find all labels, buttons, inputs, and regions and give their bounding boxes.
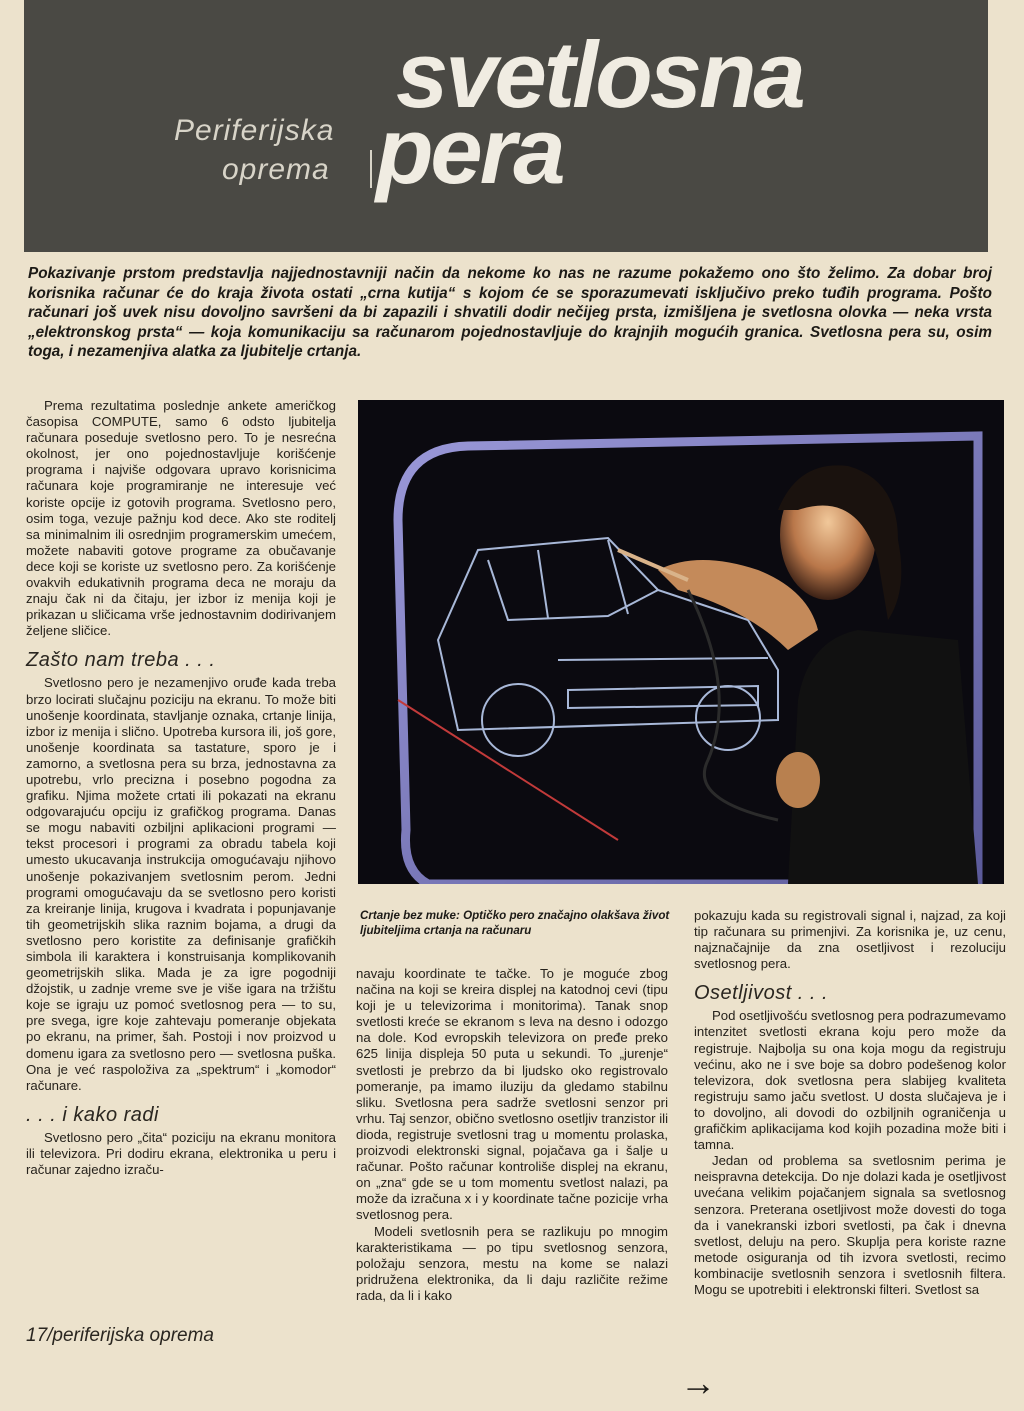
lead-paragraph: Pokazivanje prstom predstavlja najjednostavniji način da nekome ko nas ne razume pokažemo ono što želimo. Za dobar broj korisnika računar će do kraja života ostati „crna kutija“ s kojom će se sporazumevati isključivo preko tuđih programa. Pošto računari još uvek nisu dovoljno savršeni da bi zapazili i shvatili dodir nečijeg prsta, izmišljena je svetlosna olovka — neka vrsta „elektronskog prsta“ — koja komunikaciju sa računarom pojednostavljuje do krajnjih mogućih granica. Svetlosna pera su, osim toga, i nezamenjiva alatka za ljubitelje crtanja. [28, 265, 992, 361]
photo-caption: Crtanje bez muke: Optičko pero značajno olakšava život ljubiteljima crtanja na računaru [360, 909, 670, 937]
section-heading: Zašto nam treba . . . [26, 649, 216, 672]
article-photo [358, 400, 1004, 884]
body-paragraph: Jedan od problema sa svetlosnim perima je neispravna detekcija. Do nje dolazi kada je osetljivost uvećana velikim pojačanjem signala sa svetlosnog senzora. Preterana osetljivost može dovesti do toga da i vanekranski izbori svetlosti, pa čak i dnevna svetlost, deluju na pero. Skuplja pera koriste razne metode osiguranja od tih izvora svetlosti, recimo kombinacije svetlosnih senzora i svetlosnih filtera. Mogu se upotrebiti i elektronski filteri. Svetlost sa [694, 1153, 1006, 1297]
banner-subtitle-1: Periferijska [174, 114, 335, 147]
banner-subtitle-2: oprema [222, 153, 330, 186]
body-paragraph: pokazuju kada su registrovali signal i, najzad, za koji tip računara su primenjivi. Za korisnika je, uz cenu, najznačajnije da zna osetljivost i rezoluciju svetlosnog pera. [694, 908, 1006, 972]
section-heading: . . . i kako radi [26, 1103, 159, 1126]
body-paragraph: Pod osetljivošću svetlosnog pera podrazumevamo intenzitet svetlosti ekrana koju pero može da registruje. Najbolja su ona koja mogu da registruju većinu, ako ne i sve boje sa dobro podešenog kolor televizora, dok svetlosna pera slabijeg kvaliteta registruju samo jaču svetlost. U dosta slučajeva je i to dovoljno, ali dovodi do ozbiljnih ograničenja u grafičkim aplikacijama kod kojih pozadina može biti i tamna. [694, 1008, 1006, 1153]
headline-line-2: pera [376, 98, 563, 203]
section-heading: Osetljivost . . . [694, 982, 829, 1005]
column-2 [356, 966, 668, 1304]
column-1 [26, 398, 336, 1178]
body-paragraph: Prema rezultatima poslednje ankete američkog časopisa COMPUTE, samo 6 odsto ljubitelja računara poseduje svetlosno pero. To je nesrećna okolnost, jer ono pojednostavljuje korišćenje programa i najviše odgovara upravo korisnicima računara koje programiranje ne interesuje već koriste opcije iz gotovih programa. Svetlosno pero, osim toga, vezuje pažnju kod dece. Ako ste roditelj sa minimalnim ili osrednjim programerskim umećem, možete nabaviti gotove programe za obučavanje dece koji se koriste uz svetlosno pero. Za korišćenje ovakvih edukativnih programa deca ne moraju da znaju čak ni da čitaju, jer izbor iz menija koji je prikazan u sličicama vrše jednostavnim dodirivanjem željene sličice. [26, 398, 336, 639]
body-paragraph: navaju koordinate te tačke. To je moguće zbog načina na koji se kreira displej na katodnoj cevi (tipu koji je u televizorima i monitorima). Tanak snop svetlosti kreće se ekranom s leva na desno i odozgo na dole. Kod evropskih televizora on pređe preko 625 linija displeja 50 puta u sekundi. To „jurenje“ svetlosti je prebrzo da bi ljudsko oko registrovalo pomeranje, pa imamo iluziju da gledamo stabilnu sliku. Svetlosna pera sadrže svetlosni senzor pri vrhu. Taj senzor, obično svetlosno osetljiv tranzistor ili dioda, registruje svetlosni trag u momentu prolaska, proizvodi elektronski signal, pojačava ga i šalje u računar. Pošto računar kontroliše displej na ekranu, on „zna“ gde se u tom momentu svetlost nalazi, pa može da izračuna x i y koordinate tačne pozicije vrha svetlosnog pera. [356, 966, 669, 1223]
headline-line-1: svetlosna [396, 22, 803, 127]
light-pen-photo-illustration [358, 400, 1004, 884]
title-banner [24, 0, 988, 252]
column-3 [694, 908, 1006, 1298]
body-paragraph: Svetlosno pero „čita“ poziciju na ekranu monitora ili televizora. Pri dodiru ekrana, elektronika u peru i računar zajedno izraču- [26, 1129, 336, 1178]
page-footer: 17/periferijska oprema [26, 1325, 214, 1346]
banner-divider [370, 150, 372, 188]
body-paragraph: Modeli svetlosnih pera se razlikuju po mnogim karakteristikama — po tipu svetlosnog senzora, položaju senzora, mestu na kome se nalazi pridružena elektronika, da li daju različite režime rada, da li i kako [356, 1223, 668, 1303]
continue-arrow-icon: → [680, 1362, 716, 1403]
body-paragraph: Svetlosno pero je nezamenjivo oruđe kada treba brzo locirati slučajnu poziciju na ekranu. To može biti unošenje koordinata, stavljanje oznaka, crtanje linija, izbor iz menija i slično. Upotreba kursora ili, još gore, unošenje koordinata sa tastature, sporo je i zamorno, a svetlosna pera su brza, jednostavna za upotrebu, vrlo precizna i posebno pogodna za grafiku. Njima možete crtati ili pokazati na ekranu odgovarajuću opciju iz grafičkog programa. Danas se mogu nabaviti ozbiljni aplikacioni programi — tekst procesori i programi za obradu tabela koji umesto ukucavanja instrukcija omogućavaju njihovo unošenje pokazivanjem svetlosnim perom. Jedni programi omogućavaju da se svetlosno pero koristi za kreiranje linija, krugova i kvadrata i popunjavanje tih geometrijskih slika raznim bojama, a drugi da svetlosno pero koristite za definisanje grafičkih simbola ili karaktera i konstruisanja komplikovanih geometrijskih slika. Mada je za igre pogodniji džojstik, u zadnje vreme sve je više igara na tržištu koje se igraju uz pomoć svetlosnog pera — to su, pre svega, igre koje zahtevaju pomeranje objekata po ekranu, na primer, šah. Postoji i nov proizvod u domenu igara za svetlosno pero — svetlosna puška. Ona je već raspoloživa za „spektrum“ i „komodor“ računare. [26, 675, 336, 1093]
